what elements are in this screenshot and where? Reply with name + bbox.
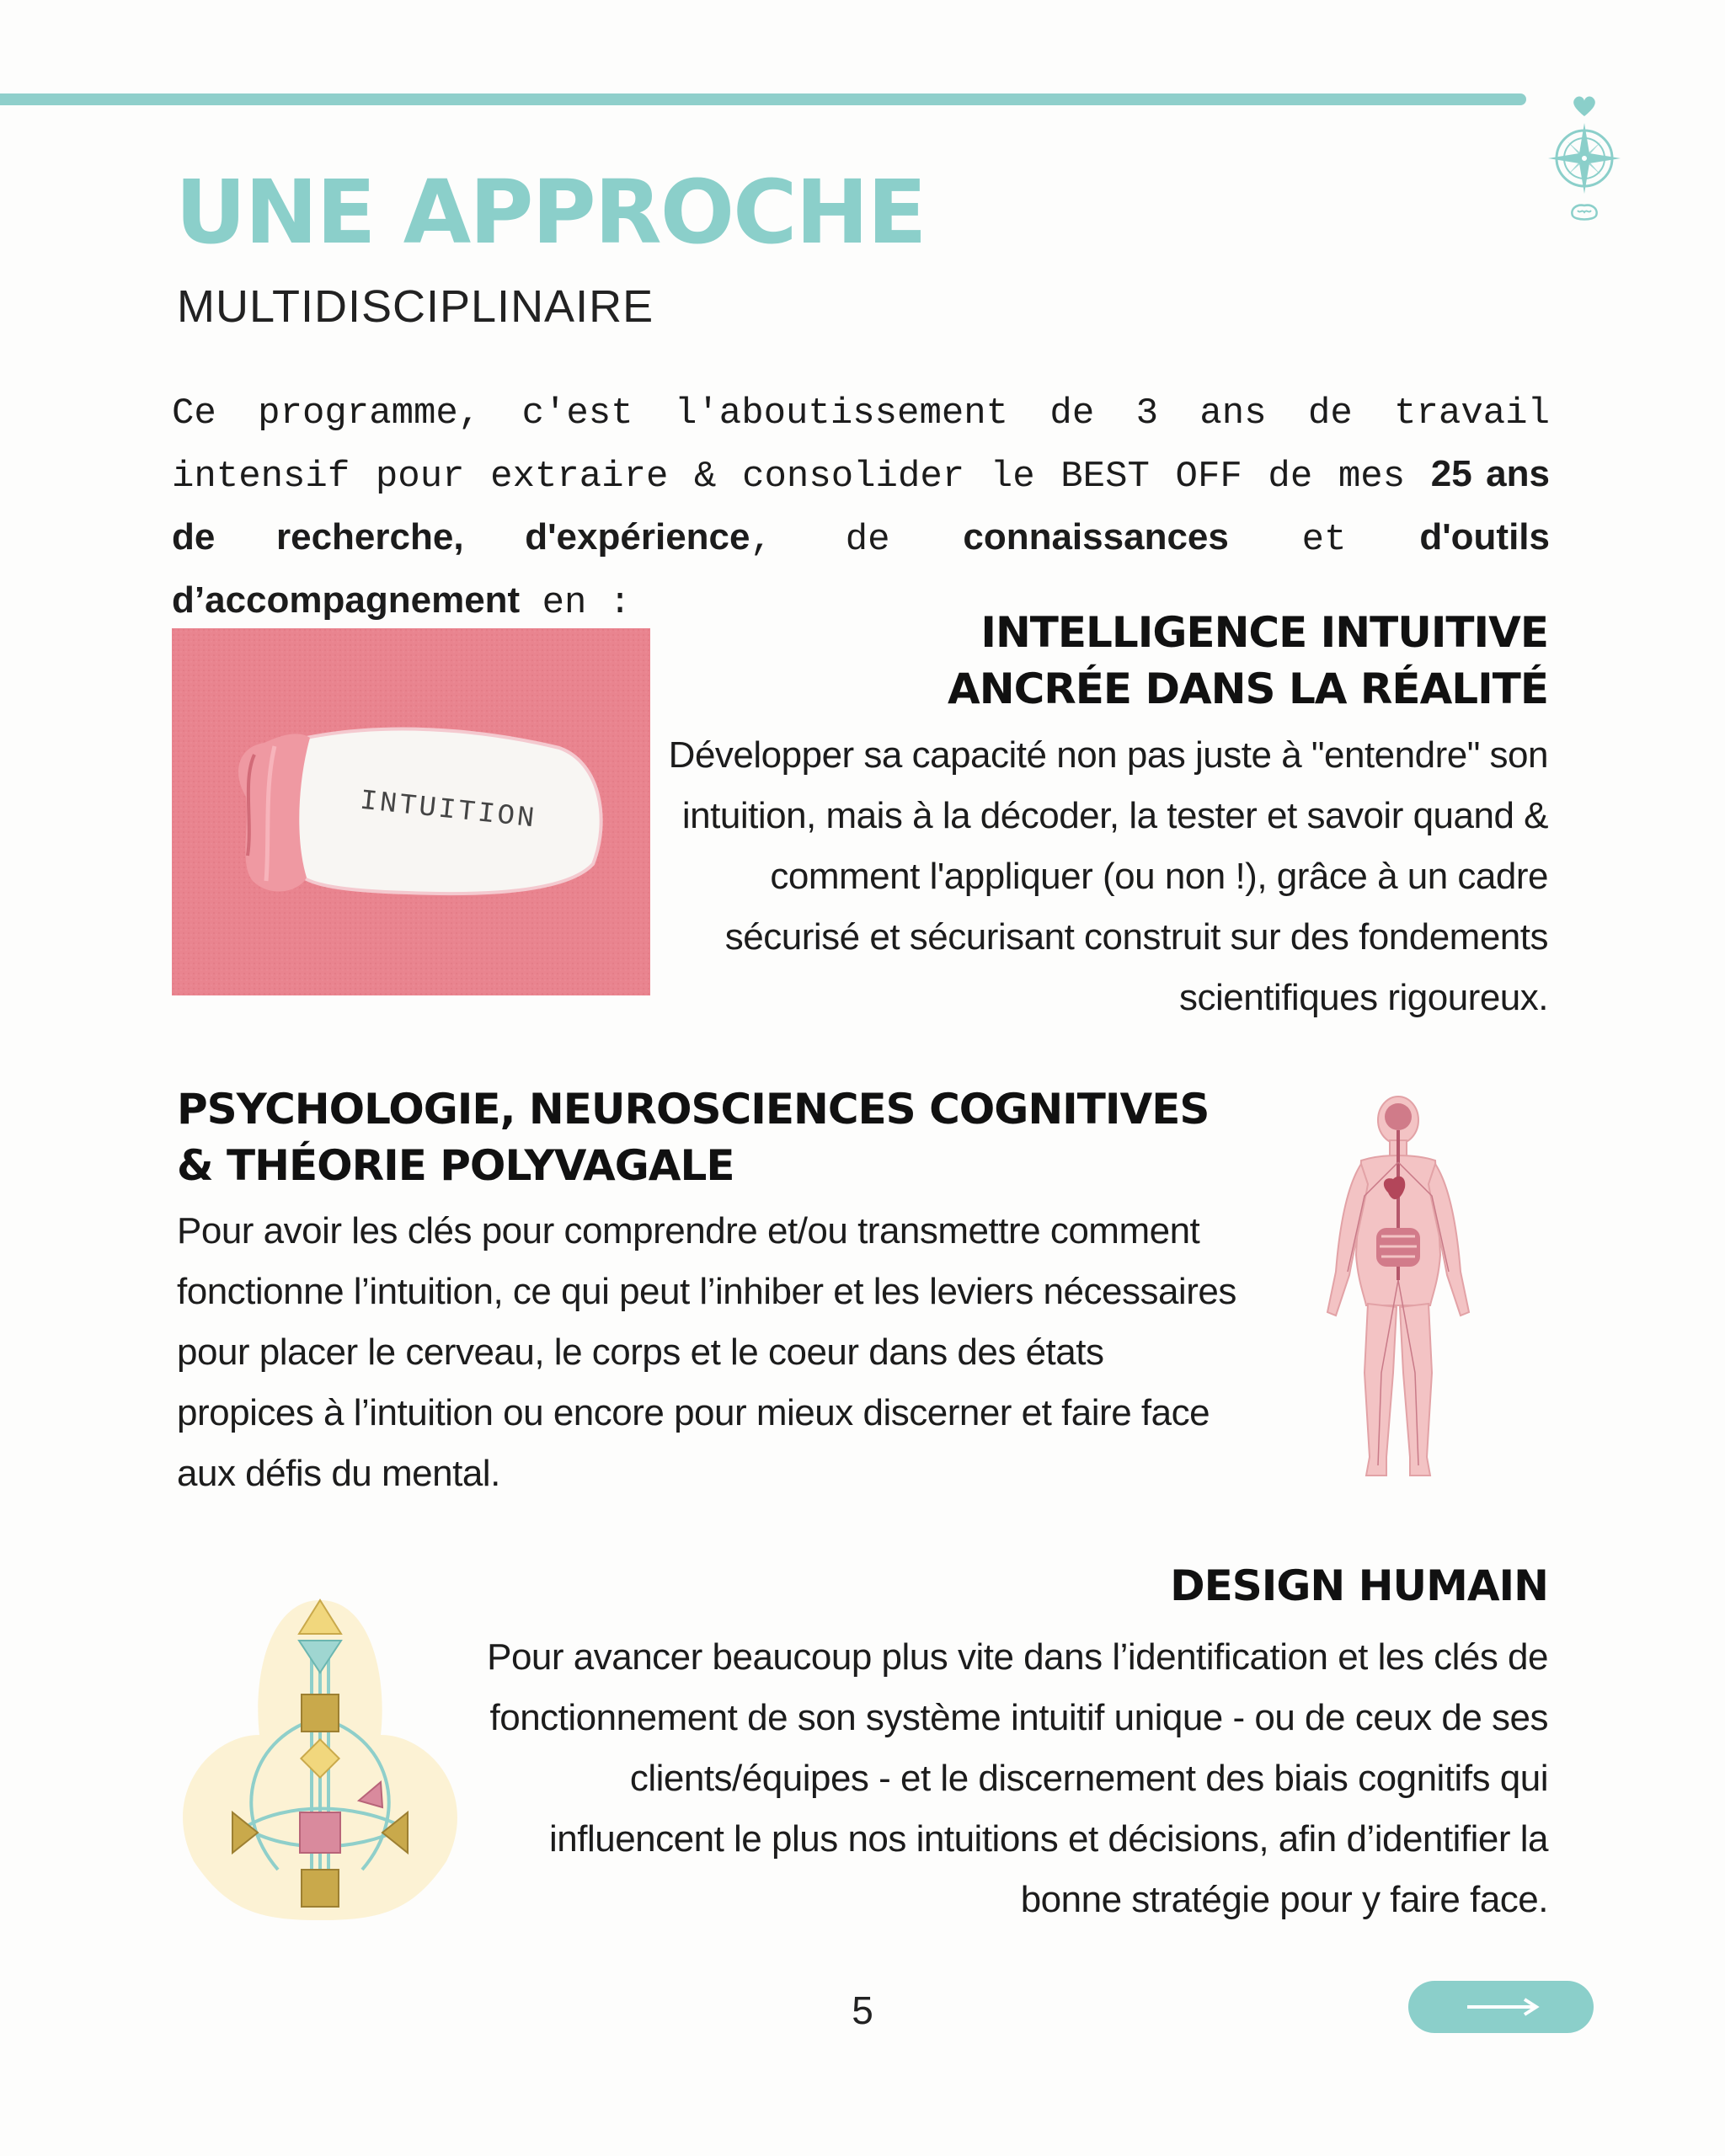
section-body-intuition: Développer sa capacité non pas juste à "entendre" son intuition, mais à la décoder, la tester et savoir quand & comment l'appliquer (ou non !), grâce à un cadre sécurisé et sécurisant construit sur des fondements scientifiques rigoureux. [668,734,1548,1018]
page-title: UNE APPROCHE [175,161,926,264]
intuition-torn-paper-image [172,628,650,995]
page-number: 5 [852,1988,873,2032]
intuition-label: INTUITION [358,785,538,836]
human-nervous-system-figure [1306,1086,1491,1491]
next-page-button[interactable] [1408,1981,1594,2033]
arrow-right-icon [1408,1981,1594,2033]
human-design-bodygraph-figure [160,1592,480,1945]
section-heading-intuition: INTELLIGENCE INTUITIVE ANCRÉE DANS LA RÉALITÉ [948,608,1548,713]
section-body-human-design: Pour avancer beaucoup plus vite dans l’identification et les clés de fonctionnement de son système intuitif unique - ou de ceux de ses clients/équipes - et le discernement des biais cognitifs qui influencent le plus nos intuitions et décisions, afin d’identifier la bonne stratégie pour y faire face. [487,1636,1548,1920]
section-heading-human-design: DESIGN HUMAIN [1170,1561,1548,1610]
page-subtitle: MULTIDISCIPLINAIRE [177,281,654,332]
top-accent-rule [0,93,1526,105]
intro-paragraph: Ce programme, c'est l'aboutissement de 3 ans de travail intensif pour extraire & consolider le BEST OFF de mes 25 ans de recherche, d'expérience, de connaissances et d'outils d’accompagnement en : [172,392,1551,624]
section-body-psychology: Pour avoir les clés pour comprendre et/ou transmettre comment fonctionne l’intuition, ce qui peut l’inhiber et les leviers nécessaires pour placer le cerveau, le corps et le coeur dans des états propices à l’intuition ou encore pour mieux discerner et faire face aux défis du mental. [177,1210,1236,1494]
compass-heart-brain-logo-icon [1538,91,1631,226]
section-heading-psychology: PSYCHOLOGIE, NEUROSCIENCES COGNITIVES & THÉORIE POLYVAGALE [177,1085,1210,1190]
